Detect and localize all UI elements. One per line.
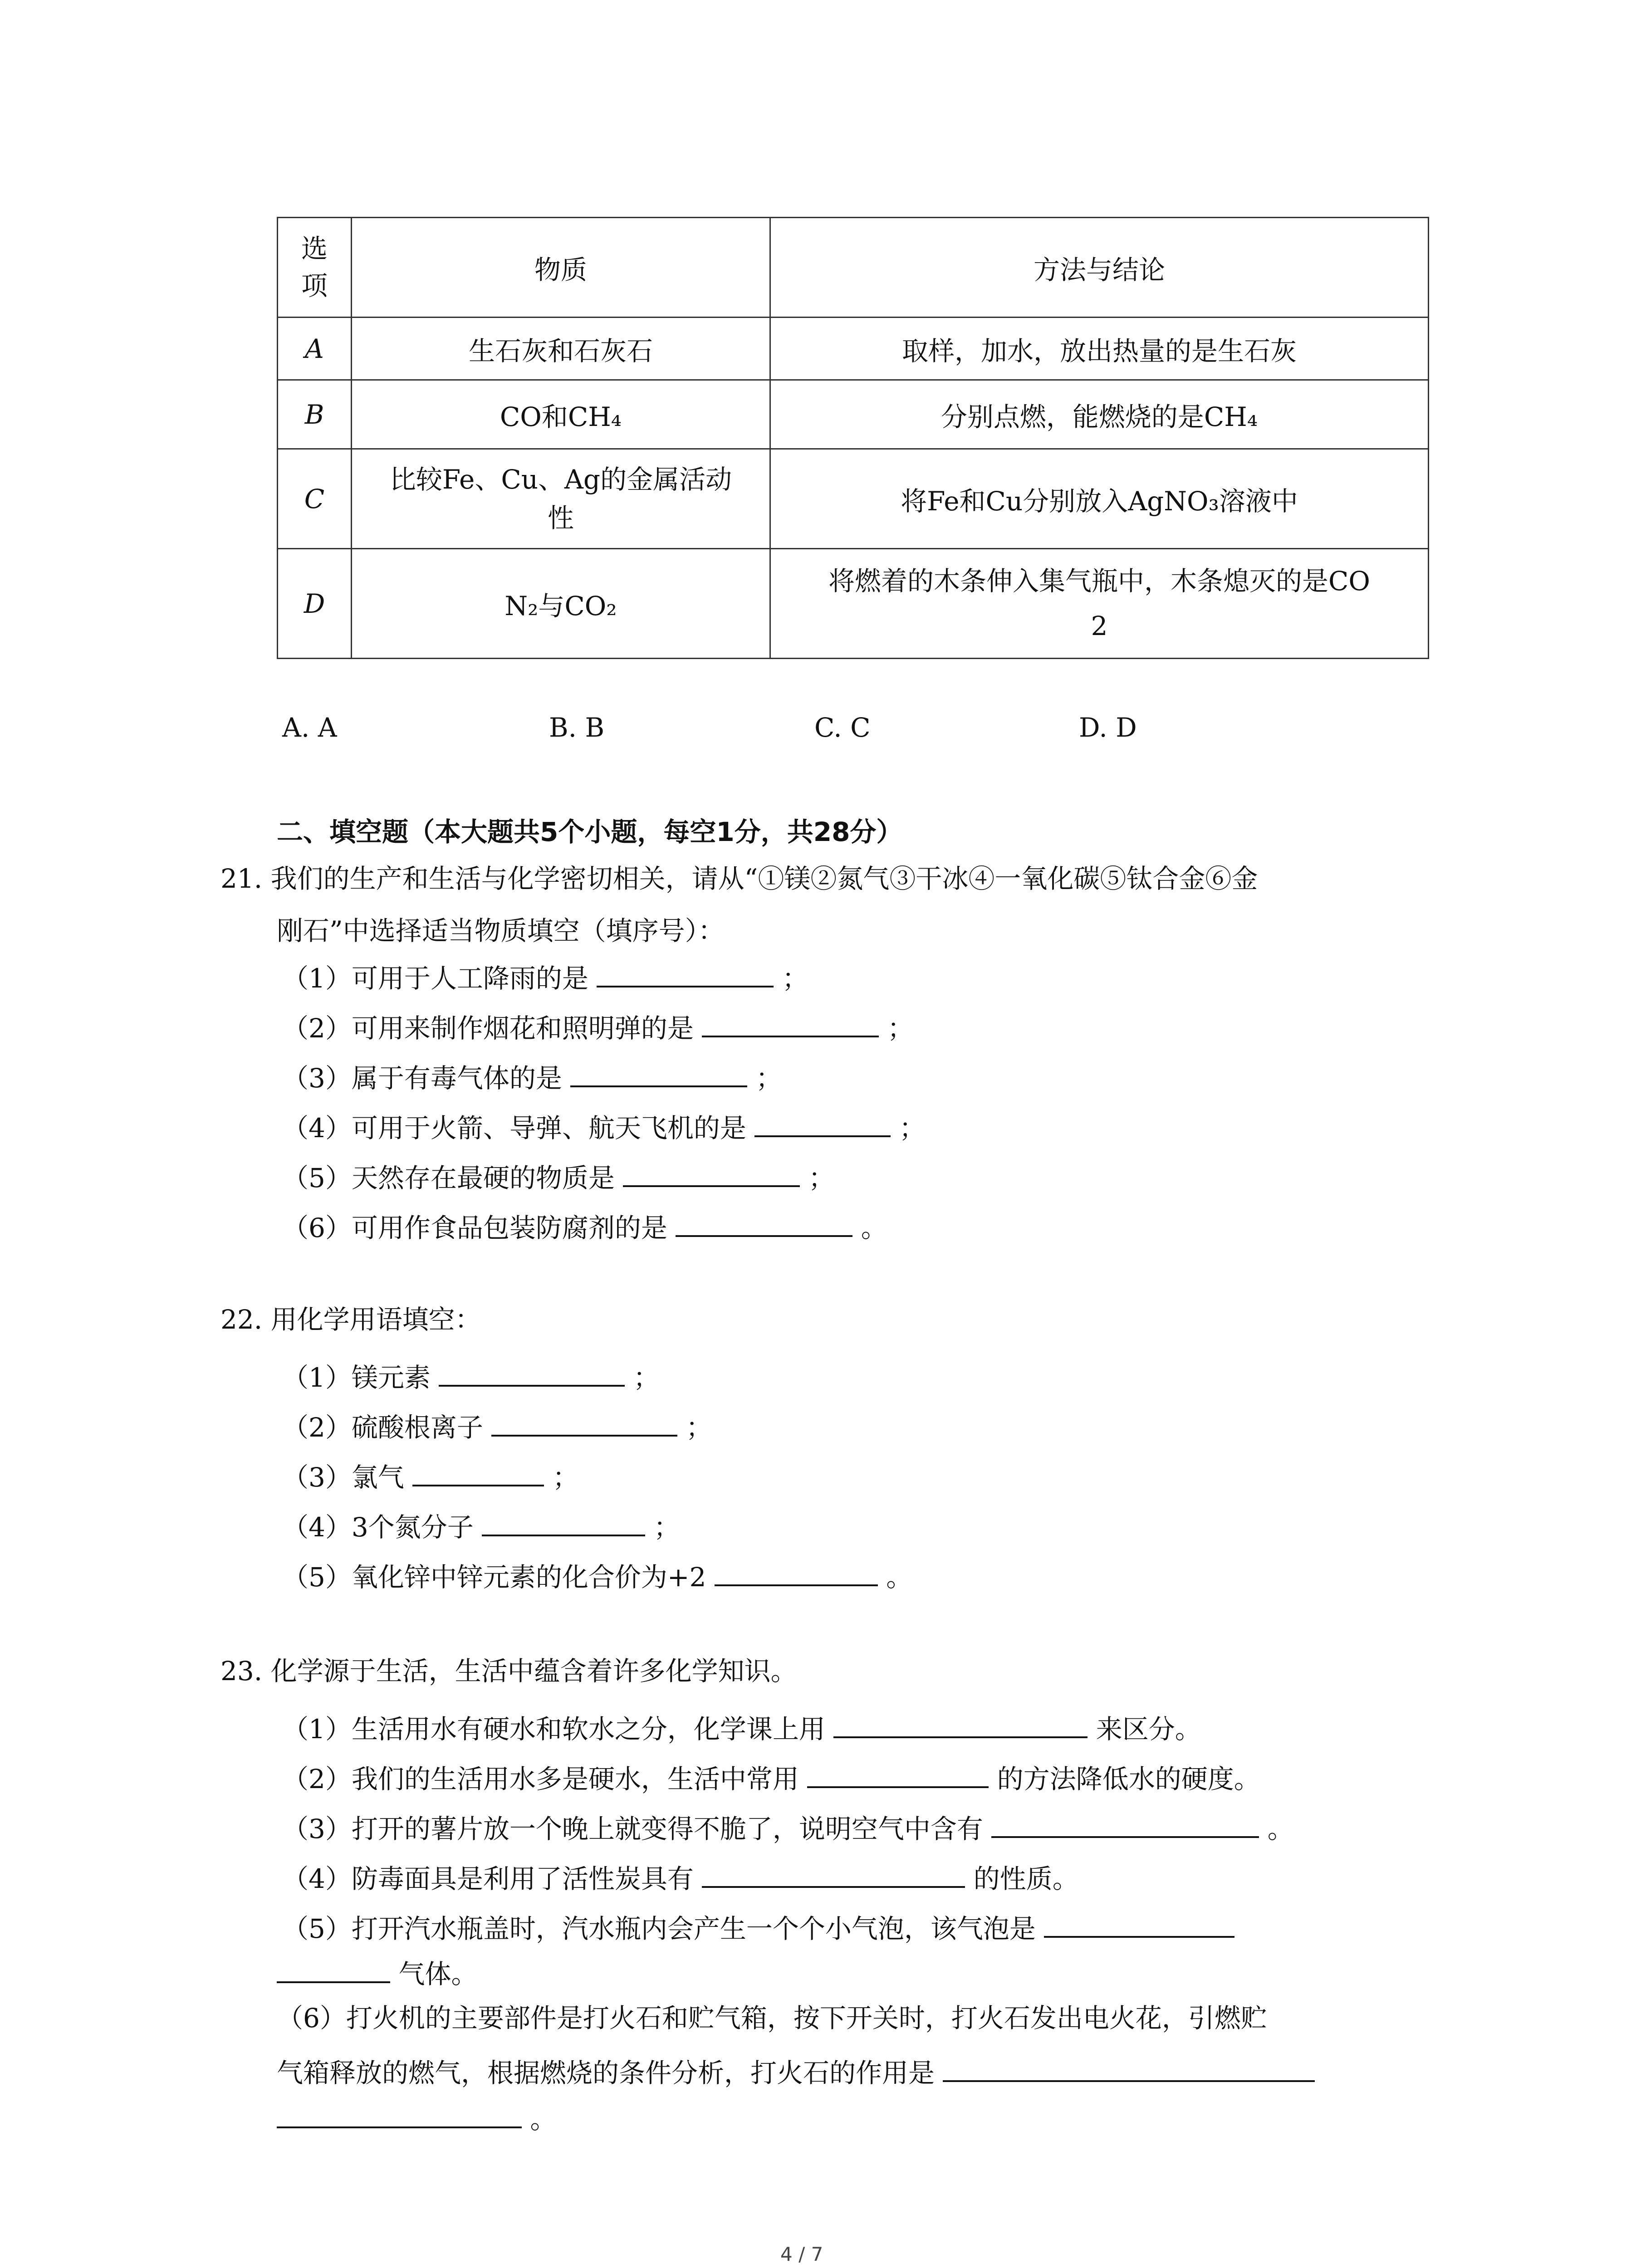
q21-stem-line2: 刚石”中选择适当物质填空（填序号）： [277,915,725,946]
row-option: D [278,549,352,659]
header-option: 选 项 [278,218,352,318]
q21-item-end: ； [755,1063,782,1094]
q23-item-text: （2）我们的生活用水多是硬水，生活中常用 [282,1764,799,1794]
answer-blank[interactable] [439,1359,625,1387]
q22-item-text: （2）硫酸根离子 [282,1412,483,1443]
q21-item-text: （4）可用于火箭、导弹、航天飞机的是 [282,1113,746,1144]
answer-blank[interactable] [715,1558,878,1586]
choice-a: A. A [282,712,337,743]
q23-item-text: （3）打开的薯片放一个晚上就变得不脆了，说明空气中含有 [282,1813,983,1844]
q21-item-end: ； [899,1113,926,1144]
answer-blank[interactable] [597,959,774,987]
row-method: 将Fe和Cu分别放入AgNO₃溶液中 [770,449,1429,549]
q23-item [282,1910,1234,1942]
table-header-row [278,218,1429,318]
q23-item-end: 气体。 [398,1959,478,1989]
answer-blank[interactable] [491,1408,677,1437]
row-option: A [278,318,352,380]
q21-item [282,1209,887,1241]
q22-item-text: （5）氧化锌中锌元素的化合价为+2 [282,1562,706,1593]
page-number: 4 / 7 [780,2243,823,2265]
choice-d: D. D [1079,712,1137,743]
q21-item-text: （5）天然存在最硬的物质是 [282,1163,615,1193]
q21-item [282,1109,926,1144]
q22-item-text: （4）3个氮分子 [282,1512,474,1543]
table-row [278,380,1429,449]
q23-item-end: 的性质。 [973,1863,1079,1894]
answer-blank[interactable] [412,1458,544,1486]
q23-item-end: 。 [530,2104,557,2135]
answer-blank[interactable] [623,1159,800,1187]
row-substance: 比较Fe、Cu、Ag的金属活动 性 [352,449,770,549]
q23-item6-line2 [277,2054,1315,2086]
q21-item [282,959,808,992]
q22-item [282,1359,660,1391]
q21-stem-line1: 21. 我们的生产和生活与化学密切相关，请从“①镁②氮气③干冰④一氧化碳⑤钛合金⑥金 [220,863,1258,894]
q22-item-end: ； [633,1362,660,1393]
q22-item-text: （1）镁元素 [282,1362,431,1393]
q22-item-end: ； [653,1512,680,1543]
answer-blank[interactable] [943,2054,1315,2082]
q22-item [282,1508,680,1543]
q21-item-text: （3）属于有毒气体的是 [282,1063,562,1094]
q23-item [282,1710,1201,1745]
q23-item6-line3 [277,2100,557,2135]
row-substance: CO和CH₄ [352,380,770,449]
table-row [278,549,1429,659]
q23-item [282,1810,1294,1842]
q23-item-end: 。 [1267,1813,1294,1844]
q21-item-end: ； [887,1013,914,1044]
answer-blank[interactable] [702,1860,965,1888]
q23-stem: 23. 化学源于生活，生活中蕴含着许多化学知识。 [220,1656,797,1686]
options-table [277,217,1429,659]
q23-item-text: （4）防毒面具是利用了活性炭具有 [282,1863,694,1894]
answer-blank[interactable] [754,1109,891,1137]
row-method: 取样，加水，放出热量的是生石灰 [770,318,1429,380]
row-method: 分别点燃，能燃烧的是CH₄ [770,380,1429,449]
q23-item-text: （1）生活用水有硬水和软水之分，化学课上用 [282,1714,825,1745]
q21-item-text: （6）可用作食品包装防腐剂的是 [282,1212,667,1243]
q22-item [282,1408,712,1441]
q23-item-continued [277,1955,477,1987]
answer-blank[interactable] [702,1009,879,1037]
section-title: 二、填空题（本大题共5个小题，每空1分，共28分） [277,816,903,847]
q22-stem: 22. 用化学用语填空： [220,1304,481,1335]
row-substance: N₂与CO₂ [352,549,770,659]
q23-item6-line1: （6）打火机的主要部件是打火石和贮气箱，按下开关时，打火石发出电火花，引燃贮 [277,2003,1267,2033]
table-row [278,449,1429,549]
q23-item [282,1860,1079,1892]
q21-item [282,1059,782,1094]
choice-b: B. B [549,712,605,743]
q21-item-text: （2）可用来制作烟花和照明弹的是 [282,1013,694,1044]
q22-item-end: ； [686,1412,712,1443]
q22-item [282,1558,913,1593]
q21-item-end: ； [808,1163,835,1193]
answer-blank[interactable] [277,1955,390,1983]
table-row [278,318,1429,380]
answer-blank[interactable] [833,1710,1087,1738]
answer-blank[interactable] [991,1810,1259,1838]
q23-item-text: （5）打开汽水瓶盖时，汽水瓶内会产生一个个小气泡，该气泡是 [282,1913,1036,1944]
row-option: B [278,380,352,449]
answer-blank[interactable] [676,1209,852,1237]
answer-blank[interactable] [807,1760,989,1788]
answer-blank[interactable] [277,2100,522,2128]
q22-item-text: （3）氯气 [282,1462,404,1493]
q21-item [282,1159,835,1191]
q22-item-end: 。 [886,1562,913,1593]
header-substance: 物质 [352,218,770,318]
answer-blank[interactable] [482,1508,645,1536]
row-option: C [278,449,352,549]
row-method: 将燃着的木条伸入集气瓶中，木条熄灭的是CO 2 [770,549,1429,659]
q23-item-end: 来区分。 [1096,1714,1201,1745]
q21-item [282,1009,914,1044]
header-method: 方法与结论 [770,218,1429,318]
answer-blank[interactable] [570,1059,747,1087]
q23-item-end: 的方法降低水的硬度。 [997,1764,1260,1794]
q21-item-end: 。 [861,1212,887,1243]
row-substance: 生石灰和石灰石 [352,318,770,380]
answer-blank[interactable] [1044,1910,1234,1938]
q23-item-text: 气箱释放的燃气，根据燃烧的条件分析，打火石的作用是 [277,2058,935,2088]
q21-item-end: ； [782,963,808,994]
q23-item [282,1760,1260,1792]
q21-item-text: （1）可用于人工降雨的是 [282,963,588,994]
choice-c: C. C [814,712,871,743]
q22-item [282,1458,579,1491]
q22-item-end: ； [552,1462,579,1493]
